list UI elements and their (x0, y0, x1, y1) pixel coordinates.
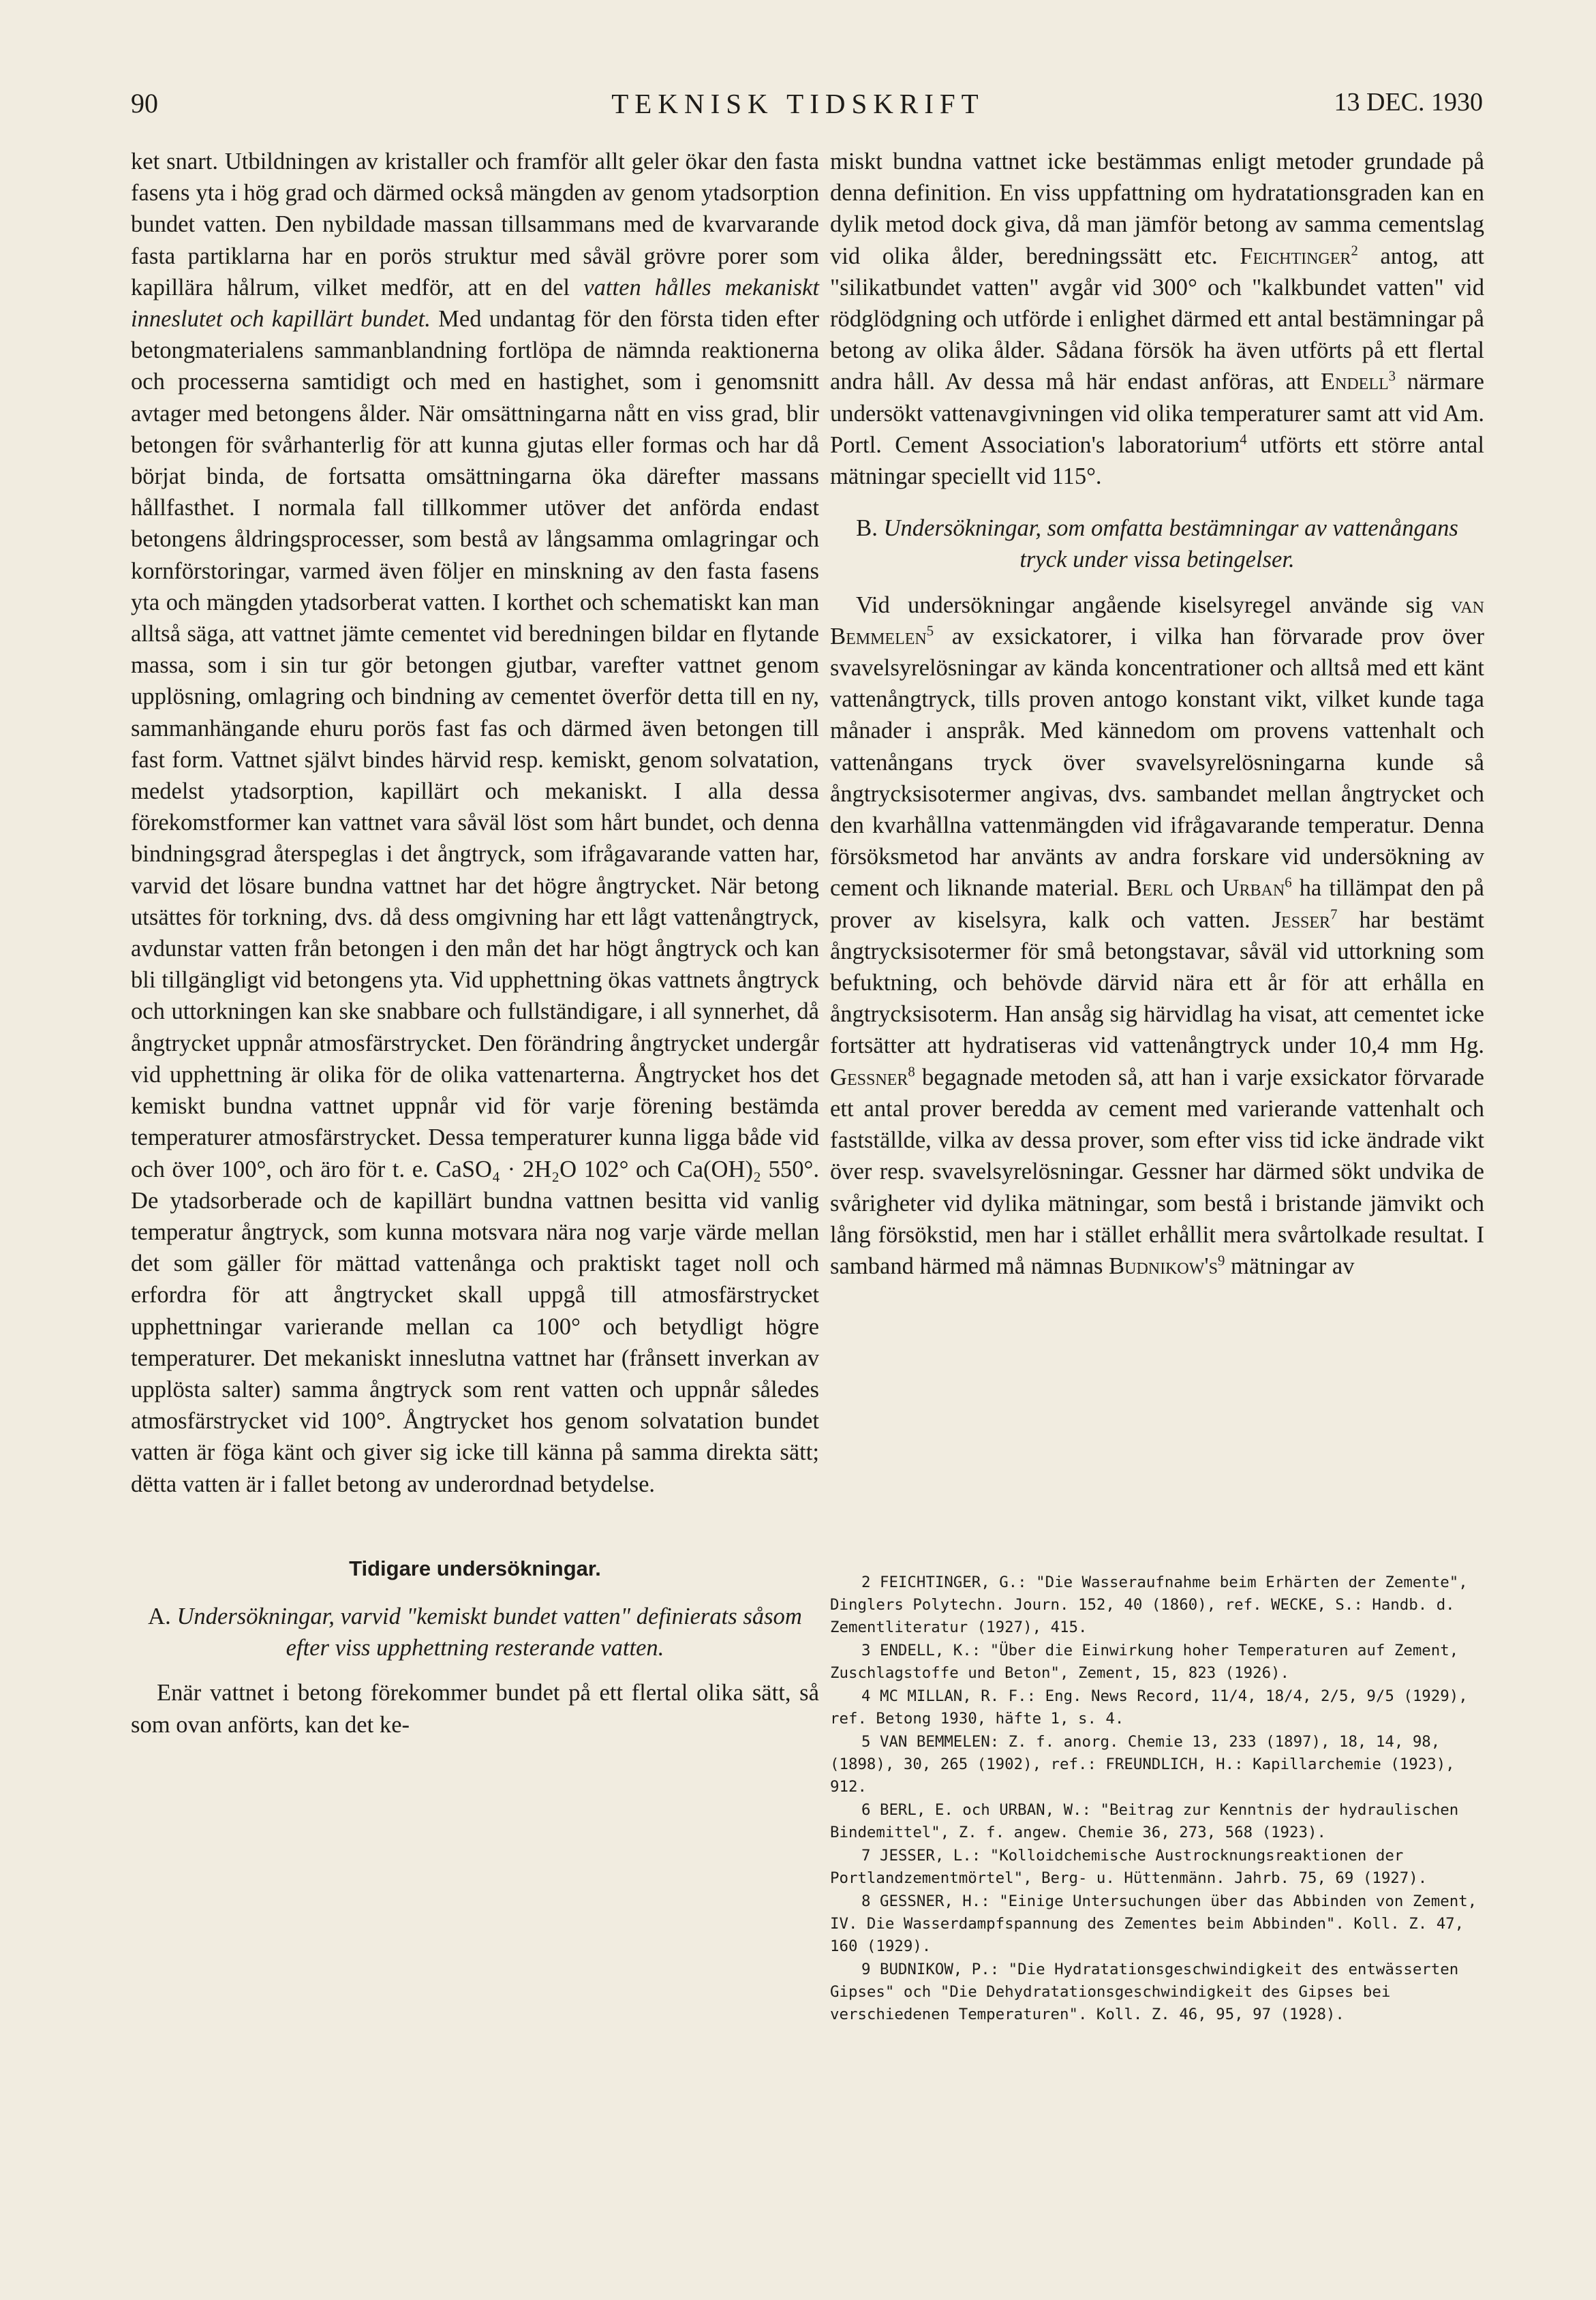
footnote: 9 BUDNIKOW, P.: "Die Hydratationsgeschwindigkeit des entwässerten Gipses" och "Die Dehydratationsgeschwindigkeit des Gipses bei verschiedenen Temperaturen". Koll. Z. 46, 95, 97 (1928). (830, 1961, 1459, 2023)
author-berl: Berl (1126, 875, 1173, 902)
section-heading: Tidigare undersökningar. (349, 1556, 601, 1580)
footnote: 5 VAN BEMMELEN: Z. f. anorg. Chemie 13, 233 (1897), 18, 14, 98, (1898), 30, 265 (1902), ref.: FREUNDLICH, H.: Kapillarchemie (1923), 912. (830, 1733, 1455, 1796)
footnote: 2 FEICHTINGER, G.: "Die Wasseraufnahme beim Erhärten der Zemente", Dinglers Polytechn. Journ. 152, 40 (1860), ref. WECKE, S.: Handb. d. Zementliteratur (1927), 415. (830, 1574, 1468, 1636)
issue-date: 13 DEC. 1930 (1334, 88, 1483, 117)
page-header (0, 87, 1596, 135)
footnote: 4 MC MILLAN, R. F.: Eng. News Record, 11/4, 18/4, 2/5, 9/5 (1929), ref. Betong 1930, häfte 1, s. 4. (830, 1687, 1468, 1728)
author-feichtinger: Feichtinger (1240, 243, 1351, 269)
subsection-a-heading: A. Undersökningar, varvid "kemiskt bundet vatten" definierats såsom efter viss upphettning resterande vatten. (148, 1603, 802, 1661)
author-urban: Urban (1222, 875, 1285, 902)
left-paragraph-1: ket snart. Utbildningen av kristaller och framför allt geler ökar den fasta fasens yta i hög grad och därmed också mängden av genom ytadsorption bundet vatten. Den nybildade massan tillsammans med de kvarvarande fasta partiklarna har en porös struktur med såväl grövre porer som kapillära hålrum, vilket medför, att en del vatten hålles mekaniskt inneslutet och kapillärt bundet. Med undantag för den första tiden efter betongmaterialens sammanblandning fortlöpa de nämnda reaktionerna och processerna samtidigt och med en hastighet, som i genomsnitt avtager med betongens ålder. När omsättningarna nått en viss grad, blir betongen för svårhanterlig för att kunna gjutas eller formas och har då börjat binda, de fortsatta omsättningarna öka därefter massans hållfasthet. I normala fall tillkommer utöver det anförda endast betongens åldringsprocesser, som bestå av långsamma omlagringar och kornförstoringar, varmed även följer en minskning av den fasta fasens yta och mängden ytadsorberat vatten. I korthet och schematiskt kan man alltså säga, att vattnet jämte cementet vid beredningen bildar en flytande massa, som i sin tur gör betongen gjutbar, varefter vattnet genom upplösning, omlagring och bindning av cementet överför detta till en ny, sammanhängande ehuru porös fast fas och därmed även betongen till fast form. Vattnet självt bindes härvid resp. kemiskt, genom solvatation, medelst ytadsorption, kapillärt och mekaniskt. I alla dessa förekomstformer kan vattnet vara såväl löst som hårt bundet, och denna bindningsgrad återspeglas i det ångtryck, som ifrågavarande vatten har, varvid det lösare bundna vattnet har det högre ångtrycket. När betong utsättes för torkning, dvs. då dess omgivning har ett lågt vattenångtryck, avdunstar vatten från betongen i den mån det har högt ångtryck och kan bli tillgängligt vid betongens yta. Vid upphettning ökas vattnets ångtryck och uttorkningen kan ske snabbare och fullständigare, i all synnerhet, då ångtrycket uppnår atmosfärstrycket. Den förändring ångtrycket undergår vid upphettning är olika för de olika vattenarterna. Ångtrycket hos det kemiskt bundna vattnet uppnår vid för varje förening bestämda temperaturer atmosfärstrycket. Dessa temperaturer kunna ligga både vid och över 100°, och äro för t. e. CaSO₄ · 2H₂O 102° och Ca(OH)₂ 550°. De ytadsorberade och de kapillärt bundna vattnen besitta vid vanlig temperatur ångtryck, som kunna motsvara nära nog varje värde mellan det som gäller för mättad vattenånga och praktiskt taget noll och erfordra för att ångtrycket skall uppgå till atmosfärstrycket upphettningar varierande mellan ca 100° och betydligt högre temperaturer. Det mekaniskt inneslutna vattnet har (frånsett inverkan av upplösta salter) samma ångtryck som rent vatten och uppnår således atmosfärstrycket vid 100°. Ångtrycket hos genom solvatation bundet vatten är föga känt och giver sig icke till känna på samma direkta sätt; dëtta vatten är i fallet betong av underordnad betydelse. (131, 149, 819, 1497)
journal-title: TEKNISK TIDSKRIFT (611, 88, 985, 119)
author-gessner: Gessner (830, 1064, 908, 1090)
footnote: 3 ENDELL, K.: "Über die Einwirkung hoher Temperaturen auf Zement, Zuschlagstoffe und Beton", Zement, 15, 823 (1926). (830, 1642, 1459, 1682)
footnote: 8 GESSNER, H.: "Einige Untersuchungen über das Abbinden von Zement, IV. Die Wasserdampfspannung des Zementes beim Abbinden". Koll. Z. 47, 160 (1929). (830, 1892, 1477, 1955)
right-paragraph-2: Vid undersökningar angående kiselsyregel använde sig van Bemmelen$^5$ av exsickatorer, i vilka han förvarade prov över svavelsyrelösningar av kända koncentrationer och alltså med ett känt vattenångtryck, tills proven antogo konstant vikt, vilket kunde taga månader i anspråk. Med kännedom om provens vattenhalt och vattenångans tryck över svavelsyrelösningarna kunde så ångtrycksisotermer angivas, dvs. sambandet mellan ångtrycket och den kvarhållna vattenmängden vid ifrågavarande temperatur. Denna försöksmetod har använts av andra forskare vid undersökning av cement och liknande material. Berl och Urban$^6$ ha tillämpat den på prover av kiselsyra, kalk och vatten. Jesser$^7$ har bestämt ångtrycksisotermer för små betongstavar, såväl vid uttorkning som befuktning, och behövde därvid nära ett år för att erhålla en ångtrycksisoterm. Han ansåg sig härvidlag ha visat, att cementet icke fortsätter att hydratiseras vid vattenångtryck under 10,4 mm Hg. Gessner$^8$ begagnade metoden så, att han i varje exsickator förvarade ett antal prover beredda av cement med varierande vattenhalt och fastställde, vilka av dessa prover, som efter viss tid icke ändrade vikt över resp. svavelsyrelösningar. Gessner har därmed sökt undvika de svårigheter vid dylika mätningar, som bestå i bristande jämvikt och lång försökstid, men har i stället erhållit mera svårtolkade resultat. I samband härmed må nämnas $Budnikow's^9$ mätningar av (830, 592, 1484, 1279)
left-column (131, 146, 819, 1741)
footnote: 7 JESSER, L.: "Kolloidchemische Austrocknungsreaktionen der Portlandzementmörtel", Berg- u. Hüttenmänn. Jahrb. 75, 69 (1927). (830, 1847, 1428, 1887)
right-column (830, 146, 1484, 1282)
author-endell: Endell (1320, 369, 1389, 395)
subsection-b-heading: B. Undersökningar, som omfatta bestämningar av vattenångans tryck under vissa betingelser. (856, 515, 1458, 573)
author-van-bemmelen: van Bemmelen (830, 592, 1484, 649)
page-number: 90 (131, 88, 158, 119)
footnotes (830, 1571, 1484, 2027)
author-budnikow: Budnikow's (1109, 1253, 1218, 1279)
left-paragraph-2: Enär vattnet i betong förekommer bundet på ett flertal olika sätt, så som ovan anförts, kan det ke- (131, 1680, 819, 1738)
author-jesser: Jesser (1272, 906, 1331, 933)
right-paragraph-1: miskt bundna vattnet icke bestämmas enligt metoder grundade på denna definition. En viss uppfattning om hydratationsgraden kan en dylik metod dock giva, då man jämför betong av samma cementslag vid olika ålder, beredningssätt etc. Feichtinger$^2$ antog, att "silikatbundet vatten" avgår vid 300° och "kalkbundet vatten" vid rödglödgning och utförde i enlighet därmed ett antal bestämningar på betong av olika ålder. Sådana försök ha även utförts på ett flertal andra håll. Av dessa må här endast anföras, att Endell$^3$ närmare undersökt vattenavgivningen vid olika temperaturer samt att vid Am. Portl. Cement Association's laboratorium$^4$ utförts ett större antal mätningar speciellt vid 115°. (830, 149, 1484, 490)
footnote: 6 BERL, E. och URBAN, W.: "Beitrag zur Kenntnis der hydraulischen Bindemittel", Z. f. angew. Chemie 36, 273, 568 (1923). (830, 1801, 1459, 1841)
